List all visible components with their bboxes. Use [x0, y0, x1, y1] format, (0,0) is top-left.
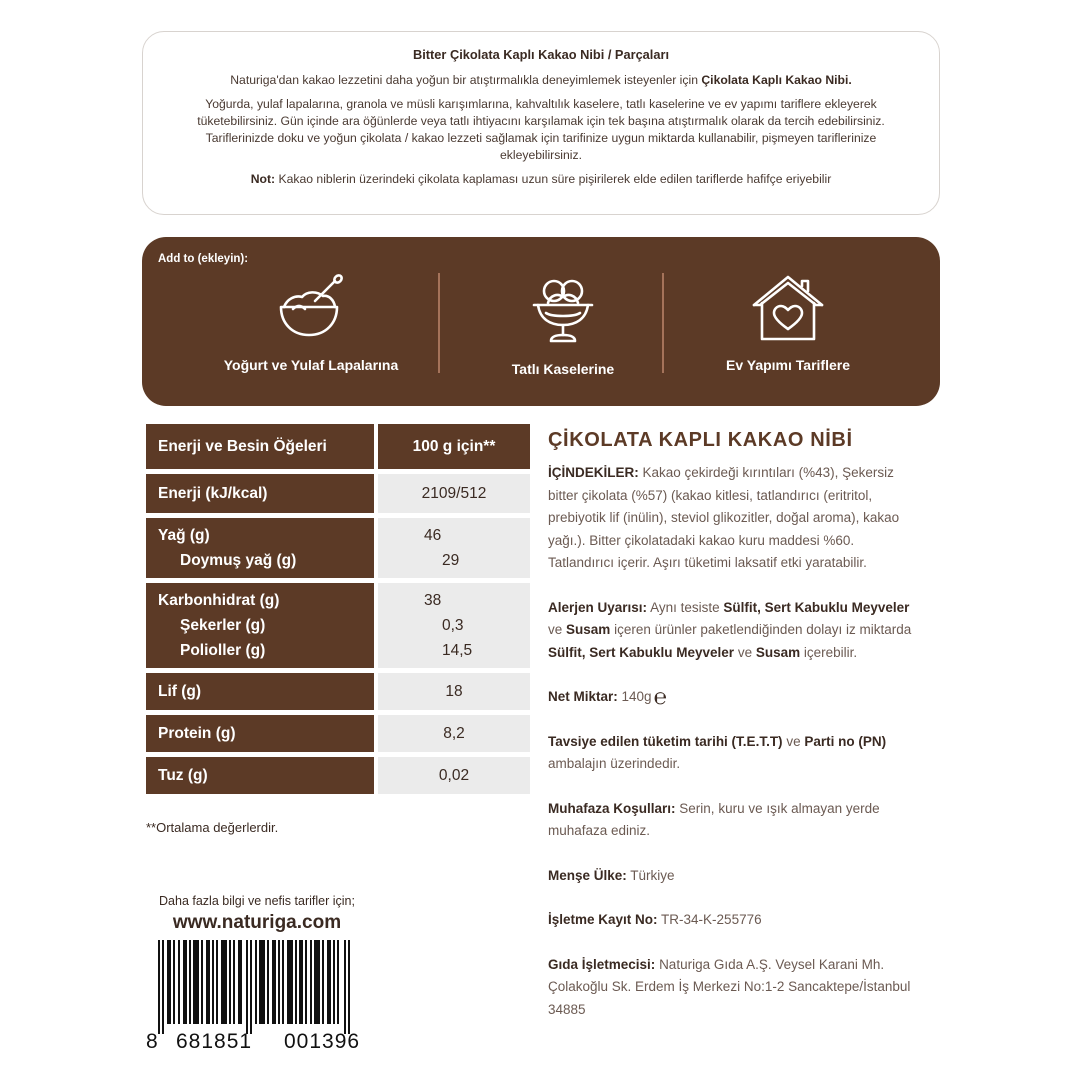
- website-url[interactable]: www.naturiga.com: [172, 912, 342, 933]
- product-title: ÇİKOLATA KAPLI KAKAO NİBİ: [548, 429, 853, 451]
- tett-block: [548, 731, 918, 776]
- add-to-item-homemade: [698, 273, 878, 393]
- ingredients-label: İÇİNDEKİLER:: [548, 465, 639, 480]
- allergen-text: ve: [737, 644, 753, 660]
- nutrition-table: [146, 424, 530, 799]
- add-to-item-label: Tatlı Kaselerine: [511, 361, 615, 377]
- storage-block: [548, 798, 918, 843]
- nutrition-row-energy: [146, 474, 530, 518]
- divider: [662, 273, 664, 373]
- estimated-sign-icon: ℮: [653, 684, 667, 709]
- registration-value: TR-34-K-255776: [661, 912, 762, 927]
- ingredients-text: Kakao çekirdeği kırıntıları (%43), Şekersiz bitter çikolata (%57) (kakao kitlesi, tatlandırıcı (eritritol, prebiyotik lif (inülin), steviol glikozitler, doğal aroma), kakao yağı.). Bitter çikolatadaki kakao kuru maddesi %60. Tatlandırıcı içerir. Aşırı tüketimi laksatif etki yaratabilir.: [548, 465, 900, 570]
- origin-label: Menşe Ülke:: [548, 867, 627, 883]
- product-info: [548, 428, 918, 1043]
- barcode-digit: 8: [146, 1030, 159, 1053]
- allergen-block: [548, 597, 918, 665]
- intro-note-label: Not:: [250, 172, 276, 186]
- intro-line-text: Naturiga'dan kakao lezzetini daha yoğun bir atıştırmalıkla deneyimlemek isteyenler için: [230, 73, 698, 87]
- net-value: 140g: [621, 689, 652, 704]
- nutrient-subvalue: 0,3: [442, 617, 464, 634]
- operator-label: Gıda İşletmecisi:: [548, 956, 656, 972]
- allergen-bold: Susam: [755, 644, 801, 660]
- nutrient-names: [146, 518, 374, 578]
- operator-text: Naturiga Gıda A.Ş. Veysel Karani Mh. Çolakoğlu Sk. Erdem İş Merkezi No:1-2 Sancaktepe/İstanbul 34885: [548, 956, 911, 1017]
- nutrient-value: 18: [378, 673, 530, 710]
- add-to-item-yogurt: [204, 273, 418, 393]
- nutrient-name: Protein (g): [146, 715, 374, 752]
- net-label: Net Miktar:: [548, 689, 618, 704]
- barcode-icon: [158, 940, 354, 1034]
- storage-text: Serin, kuru ve ışık almayan yerde muhafaza ediniz.: [548, 800, 880, 838]
- nutrition-header-row: [146, 424, 530, 474]
- add-to-label: Add to (ekleyin):: [158, 253, 249, 265]
- bowl-spoon-icon: [271, 273, 351, 343]
- nutrient-names: [146, 583, 374, 668]
- nutrient-name: Karbonhidrat (g): [158, 592, 280, 609]
- allergen-bold: Sülfit, Sert Kabuklu Meyveler: [548, 644, 735, 660]
- nutrient-value: 38: [424, 592, 442, 609]
- ingredients-block: [548, 462, 918, 575]
- intro-box: [142, 31, 940, 215]
- intro-line: [173, 72, 909, 89]
- nutrient-name: Enerji (kJ/kcal): [146, 474, 374, 513]
- website-prompt: Daha fazla bilgi ve nefis tarifler için;: [159, 894, 355, 908]
- nutrient-name: Tuz (g): [146, 757, 374, 794]
- tett-text: ve: [786, 733, 801, 749]
- nutrient-value: 2109/512: [378, 474, 530, 513]
- nutrient-values: [378, 583, 530, 668]
- add-to-band: [142, 237, 940, 406]
- nutrition-header-name: Enerji ve Besin Öğeleri: [146, 424, 374, 469]
- nutrient-value: 46: [424, 527, 442, 544]
- nutrient-subname: Doymuş yağ (g): [180, 552, 297, 569]
- nutrition-row-fiber: [146, 673, 530, 715]
- allergen-label: Alerjen Uyarısı:: [548, 599, 648, 615]
- allergen-text: ve: [548, 622, 563, 637]
- nutrient-values: [378, 518, 530, 578]
- nutrition-row-carbs: [146, 583, 530, 673]
- allergen-text: içerebilir.: [803, 644, 858, 660]
- tett-label: Parti no (PN): [804, 733, 887, 749]
- nutrient-value: 8,2: [378, 715, 530, 752]
- nutrient-subvalue: 14,5: [442, 642, 473, 659]
- tett-label: Tavsiye edilen tüketim tarihi (T.E.T.T): [548, 733, 783, 749]
- net-quantity: [548, 686, 918, 709]
- house-heart-icon: [750, 273, 826, 343]
- operator-block: [548, 954, 918, 1022]
- add-to-item-dessert: [474, 273, 652, 393]
- nutrition-row-fat: [146, 518, 530, 583]
- nutrient-value: 0,02: [378, 757, 530, 794]
- origin-value: Türkiye: [630, 867, 675, 883]
- ice-cream-bowl-icon: [528, 273, 598, 347]
- registration-block: [548, 909, 918, 932]
- tett-text: ambalajın üzerindedir.: [548, 756, 681, 771]
- allergen-bold: Susam: [566, 622, 611, 637]
- origin-block: [548, 865, 918, 888]
- barcode-digits-right: 001396: [284, 1030, 361, 1053]
- nutrient-subname: Şekerler (g): [180, 617, 266, 634]
- intro-note: [173, 171, 909, 188]
- nutrient-name: Lif (g): [146, 673, 374, 710]
- nutrition-row-protein: [146, 715, 530, 757]
- nutrient-subname: Polioller (g): [180, 642, 266, 659]
- registration-label: İşletme Kayıt No:: [548, 912, 658, 927]
- nutrition-footnote: **Ortalama değerlerdir.: [146, 820, 279, 835]
- intro-line-bold: Çikolata Kaplı Kakao Nibi.: [701, 73, 852, 87]
- nutrition-row-salt: [146, 757, 530, 799]
- nutrition-header-value: 100 g için**: [378, 424, 530, 469]
- storage-label: Muhafaza Koşulları:: [548, 800, 676, 816]
- add-to-item-label: Ev Yapımı Tariflere: [726, 357, 850, 373]
- intro-title: Bitter Çikolata Kaplı Kakao Nibi / Parçaları: [412, 47, 670, 62]
- intro-paragraph: Yoğurda, yulaf lapalarına, granola ve müsli karışımlarına, kahvaltılık kaselere, tatlı kaselerine ve ev yapımı tariflere ekleyerek tüketebilirsiniz. Gün içinde ara öğünlerde veya tatlı ihtiyacını karşılamak için tek başına atıştırmalık olarak da tercih edebilirsiniz. Tariflerinizde doku ve yoğun çikolata / kakao lezzeti sağlamak için tarifinize uygun miktarda kullanabilir, pişmeyen tariflerinize ekleyebilirsiniz.: [197, 97, 885, 162]
- barcode-digits-left: 681851: [176, 1030, 253, 1053]
- divider: [438, 273, 440, 373]
- allergen-bold: Sülfit, Sert Kabuklu Meyveler: [723, 599, 910, 615]
- nutrient-name: Yağ (g): [158, 527, 210, 544]
- intro-note-text: Kakao niblerin üzerindeki çikolata kaplaması uzun süre pişirilerek elde edilen tariflerde hafifçe eriyebilir: [278, 172, 832, 186]
- add-to-item-label: Yoğurt ve Yulaf Lapalarına: [223, 357, 399, 373]
- allergen-text: Aynı tesiste: [650, 599, 720, 615]
- allergen-text: içeren ürünler paketlendiğinden dolayı iz miktarda: [614, 622, 912, 637]
- nutrient-subvalue: 29: [442, 552, 460, 569]
